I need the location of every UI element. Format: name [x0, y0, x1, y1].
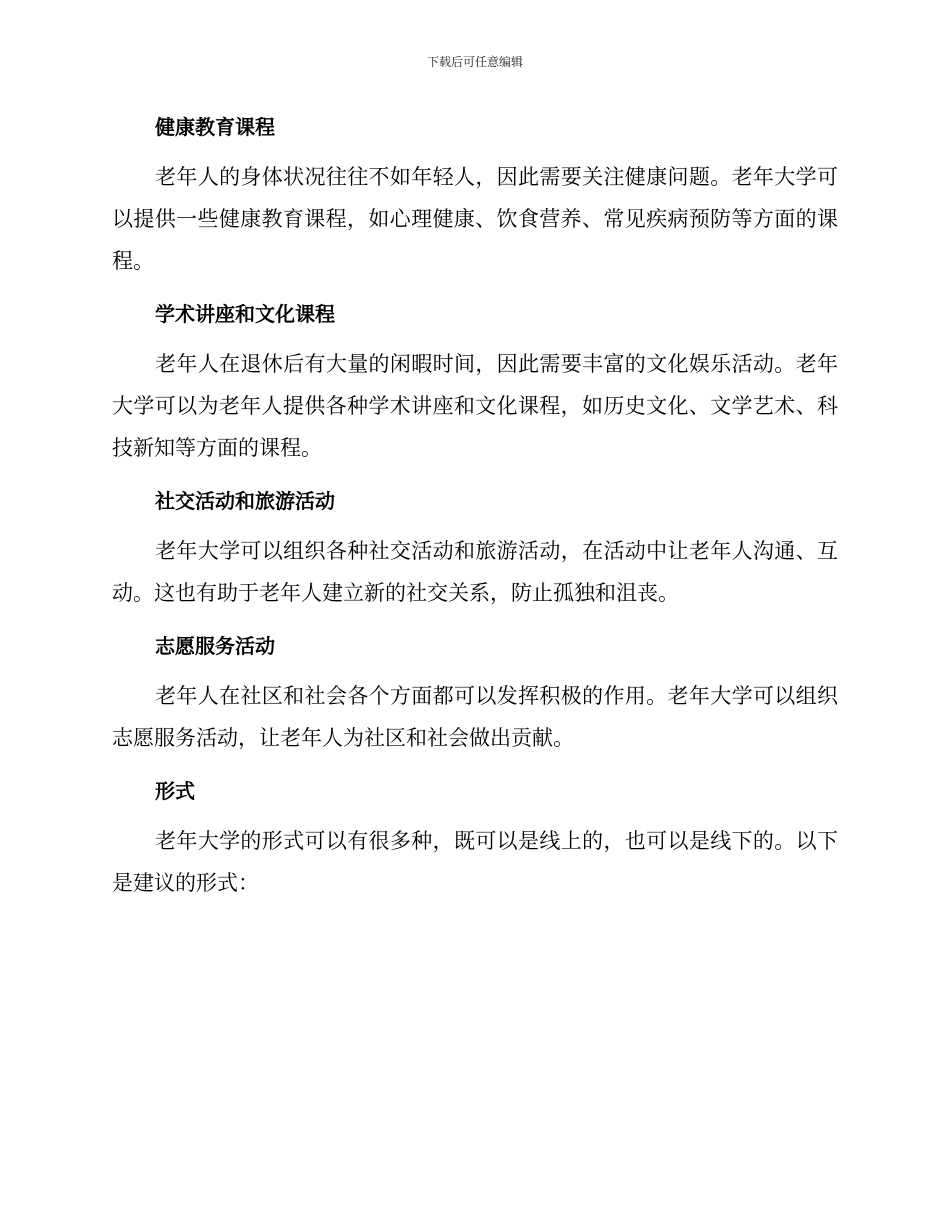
page-header: 下载后可任意编辑 [426, 55, 523, 69]
section-heading-volunteer: 志愿服务活动 [155, 634, 275, 658]
section-paragraph-volunteer: 老年人在社区和社会各个方面都可以发挥积极的作用。老年大学可以组织志愿服务活动，让老年人为社区和社会做出贡献。 [112, 684, 838, 750]
section-paragraph-lectures-culture: 老年人在退休后有大量的闲暇时间，因此需要丰富的文化娱乐活动。老年大学可以为老年人提供各种学术讲座和文化课程，如历史文化、文学艺术、科技新知等方面的课程。 [112, 352, 838, 460]
section-heading-social-travel: 社交活动和旅游活动 [155, 489, 335, 513]
section-paragraph-health-education: 老年人的身体状况往往不如年轻人，因此需要关注健康问题。老年大学可以提供一些健康教育课程，如心理健康、饮食营养、常见疾病预防等方面的课程。 [112, 165, 838, 273]
section-heading-lectures-culture: 学术讲座和文化课程 [155, 302, 335, 326]
section-paragraph-format: 老年大学的形式可以有很多种，既可以是线上的，也可以是线下的。以下是建议的形式： [112, 829, 838, 895]
section-heading-health-education: 健康教育课程 [155, 115, 275, 139]
document-body [112, 108, 838, 917]
section-paragraph-social-travel: 老年大学可以组织各种社交活动和旅游活动，在活动中让老年人沟通、互动。这也有助于老年人建立新的社交关系，防止孤独和沮丧。 [112, 539, 838, 605]
section-heading-format: 形式 [155, 779, 195, 803]
